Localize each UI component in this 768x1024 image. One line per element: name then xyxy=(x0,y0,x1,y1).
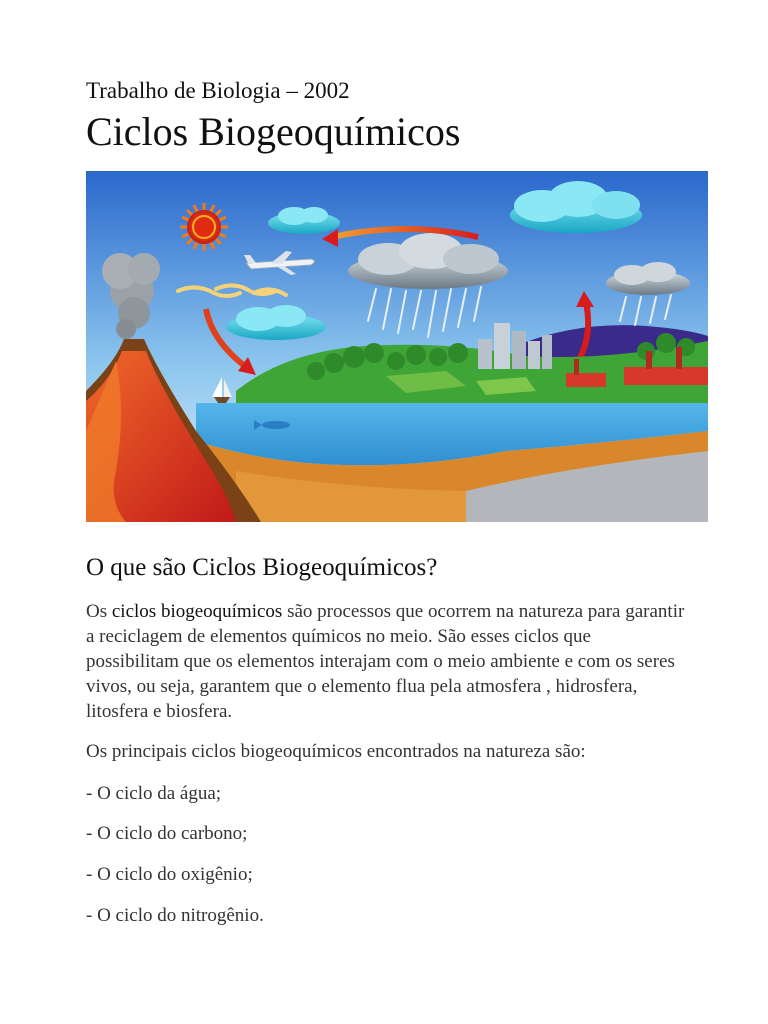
list-intro: Os principais ciclos biogeoquímicos encontrados na natureza são: xyxy=(86,741,586,762)
biogeochemical-cycle-illustration xyxy=(86,171,708,522)
sun-icon xyxy=(180,203,228,251)
list-item: - O ciclo do oxigênio; xyxy=(86,864,253,885)
document-kicker: Trabalho de Biologia – 2002 xyxy=(86,78,350,103)
list-item: - O ciclo do nitrogênio. xyxy=(86,905,264,926)
list-item: - O ciclo do carbono; xyxy=(86,823,248,844)
section-heading: O que são Ciclos Biogeoquímicos? xyxy=(86,554,438,581)
intro-term: ciclos biogeoquímicos xyxy=(111,601,283,622)
intro-prefix: Os xyxy=(86,601,112,622)
list-item: - O ciclo da água; xyxy=(86,783,222,804)
document-title: Ciclos Biogeoquímicos xyxy=(86,109,461,154)
intro-rest: são processos que ocorrem na natureza para garantir a reciclagem de elementos químicos no meio. São esses ciclos que possibilitam que os elementos interajam com o meio ambiente e com os seres vivos, ou seja, garantem que o elemento flua pela atmosfera , hidrosfera, litosfera e biosfera. xyxy=(86,601,685,722)
intro-paragraph xyxy=(86,599,686,724)
